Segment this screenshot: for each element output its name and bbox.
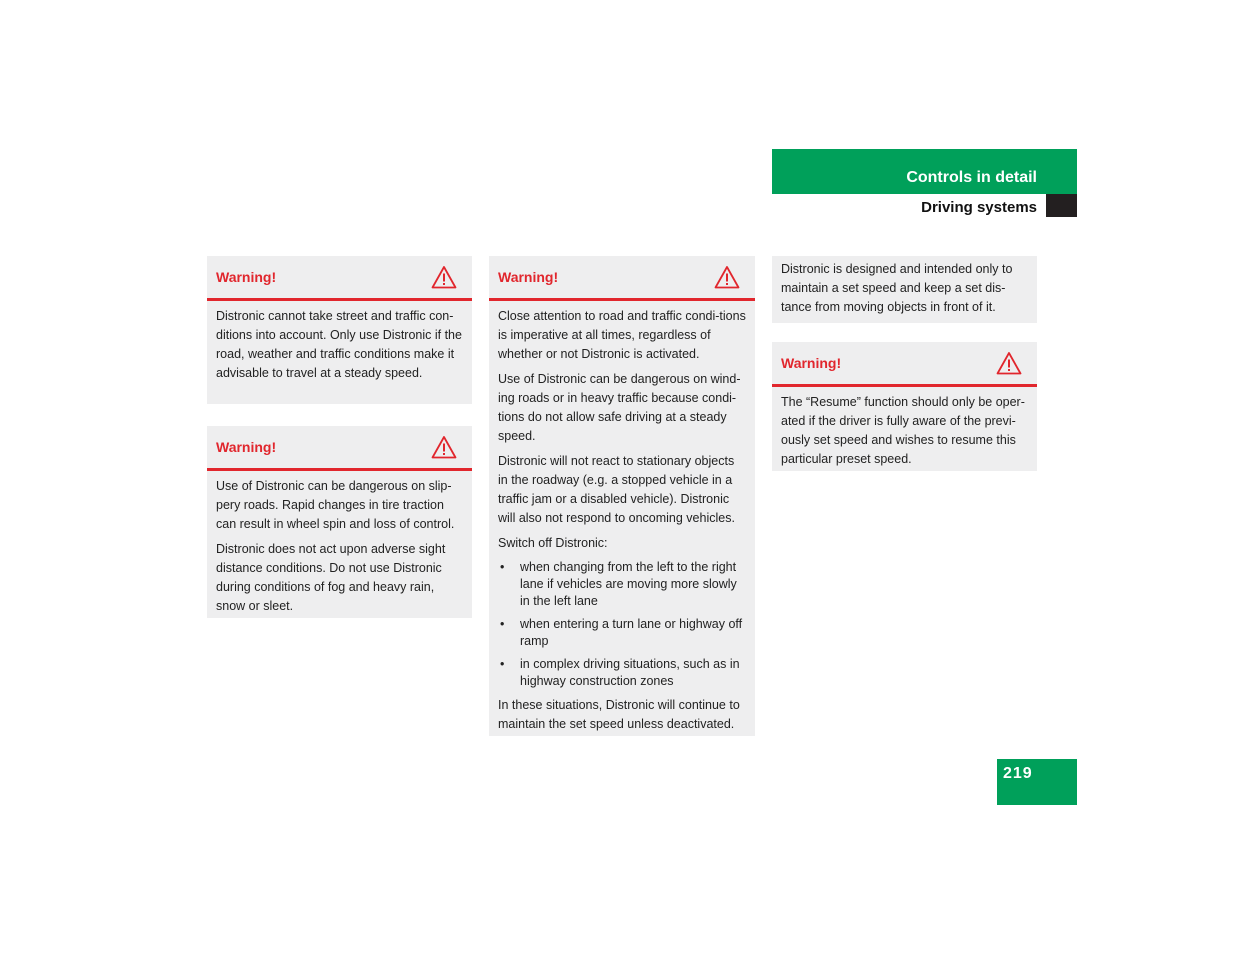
page-number: 219 [997, 759, 1077, 805]
warning-paragraph: Use of Distronic can be dangerous on slip-pery roads. Rapid changes in tire traction can result in wheel spin and loss of control. [216, 479, 455, 531]
warning-box-4 [772, 342, 1037, 471]
warning-triangle-icon [431, 435, 457, 459]
warning-body [207, 471, 472, 622]
warning-paragraph: The “Resume” function should only be oper-ated if the driver is fully aware of the previ-ously set speed and wishes to resume this particular preset speed. [781, 395, 1025, 466]
warning-paragraph: Distronic cannot take street and traffic con-ditions into account. Only use Distronic if the road, weather and traffic conditions make it advisable to travel at a steady speed. [216, 309, 462, 380]
subsection-header [772, 194, 1046, 217]
bullet-item: • in complex driving situations, such as in highway construction zones [498, 656, 746, 690]
note-body [772, 256, 1037, 323]
warning-triangle-icon [996, 351, 1022, 375]
warning-body [772, 387, 1037, 475]
warning-paragraph: Distronic will not react to stationary objects in the roadway (e.g. a stopped vehicle in a traffic jam or a disabled vehicle). Distronic will also not respond to oncoming vehicles. [498, 454, 735, 525]
bullet-item: • when changing from the left to the right lane if vehicles are moving more slowly in the left lane [498, 559, 746, 610]
bullet-list [498, 559, 746, 690]
warning-label: Warning! [216, 269, 277, 285]
warning-box-3 [489, 256, 755, 736]
warning-label: Warning! [781, 355, 842, 371]
warning-header [207, 256, 472, 301]
warning-closing: In these situations, Distronic will continue to maintain the set speed unless deactivated. [498, 698, 740, 731]
warning-paragraph: Use of Distronic can be dangerous on wind-ing roads or in heavy traffic because condi-tions do not allow safe driving at a steady speed. [498, 372, 741, 443]
warning-paragraph: Switch off Distronic: [498, 536, 608, 550]
warning-label: Warning! [498, 269, 559, 285]
warning-header [772, 342, 1037, 387]
warning-header [489, 256, 755, 301]
section-tab-marker [1046, 194, 1077, 217]
note-box [772, 256, 1037, 323]
warning-header [207, 426, 472, 471]
warning-paragraph: Close attention to road and traffic condi-tions is imperative at all times, regardless of whether or not Distronic is activated. [498, 309, 746, 361]
warning-paragraph: Distronic does not act upon adverse sight distance conditions. Do not use Distronic during conditions of fog and heavy rain, snow or sleet. [216, 542, 446, 613]
warning-body [207, 301, 472, 389]
warning-body [489, 301, 755, 740]
subsection-title: Driving systems [921, 199, 1037, 216]
warning-triangle-icon [431, 265, 457, 289]
note-paragraph: Distronic is designed and intended only to maintain a set speed and keep a set dis-tance from moving objects in front of it. [781, 262, 1013, 314]
section-title: Controls in detail [906, 169, 1037, 186]
warning-triangle-icon [714, 265, 740, 289]
warning-label: Warning! [216, 439, 277, 455]
warning-box-1 [207, 256, 472, 404]
bullet-item: • when entering a turn lane or highway off ramp [498, 616, 746, 650]
section-header [772, 149, 1077, 194]
warning-box-2 [207, 426, 472, 618]
